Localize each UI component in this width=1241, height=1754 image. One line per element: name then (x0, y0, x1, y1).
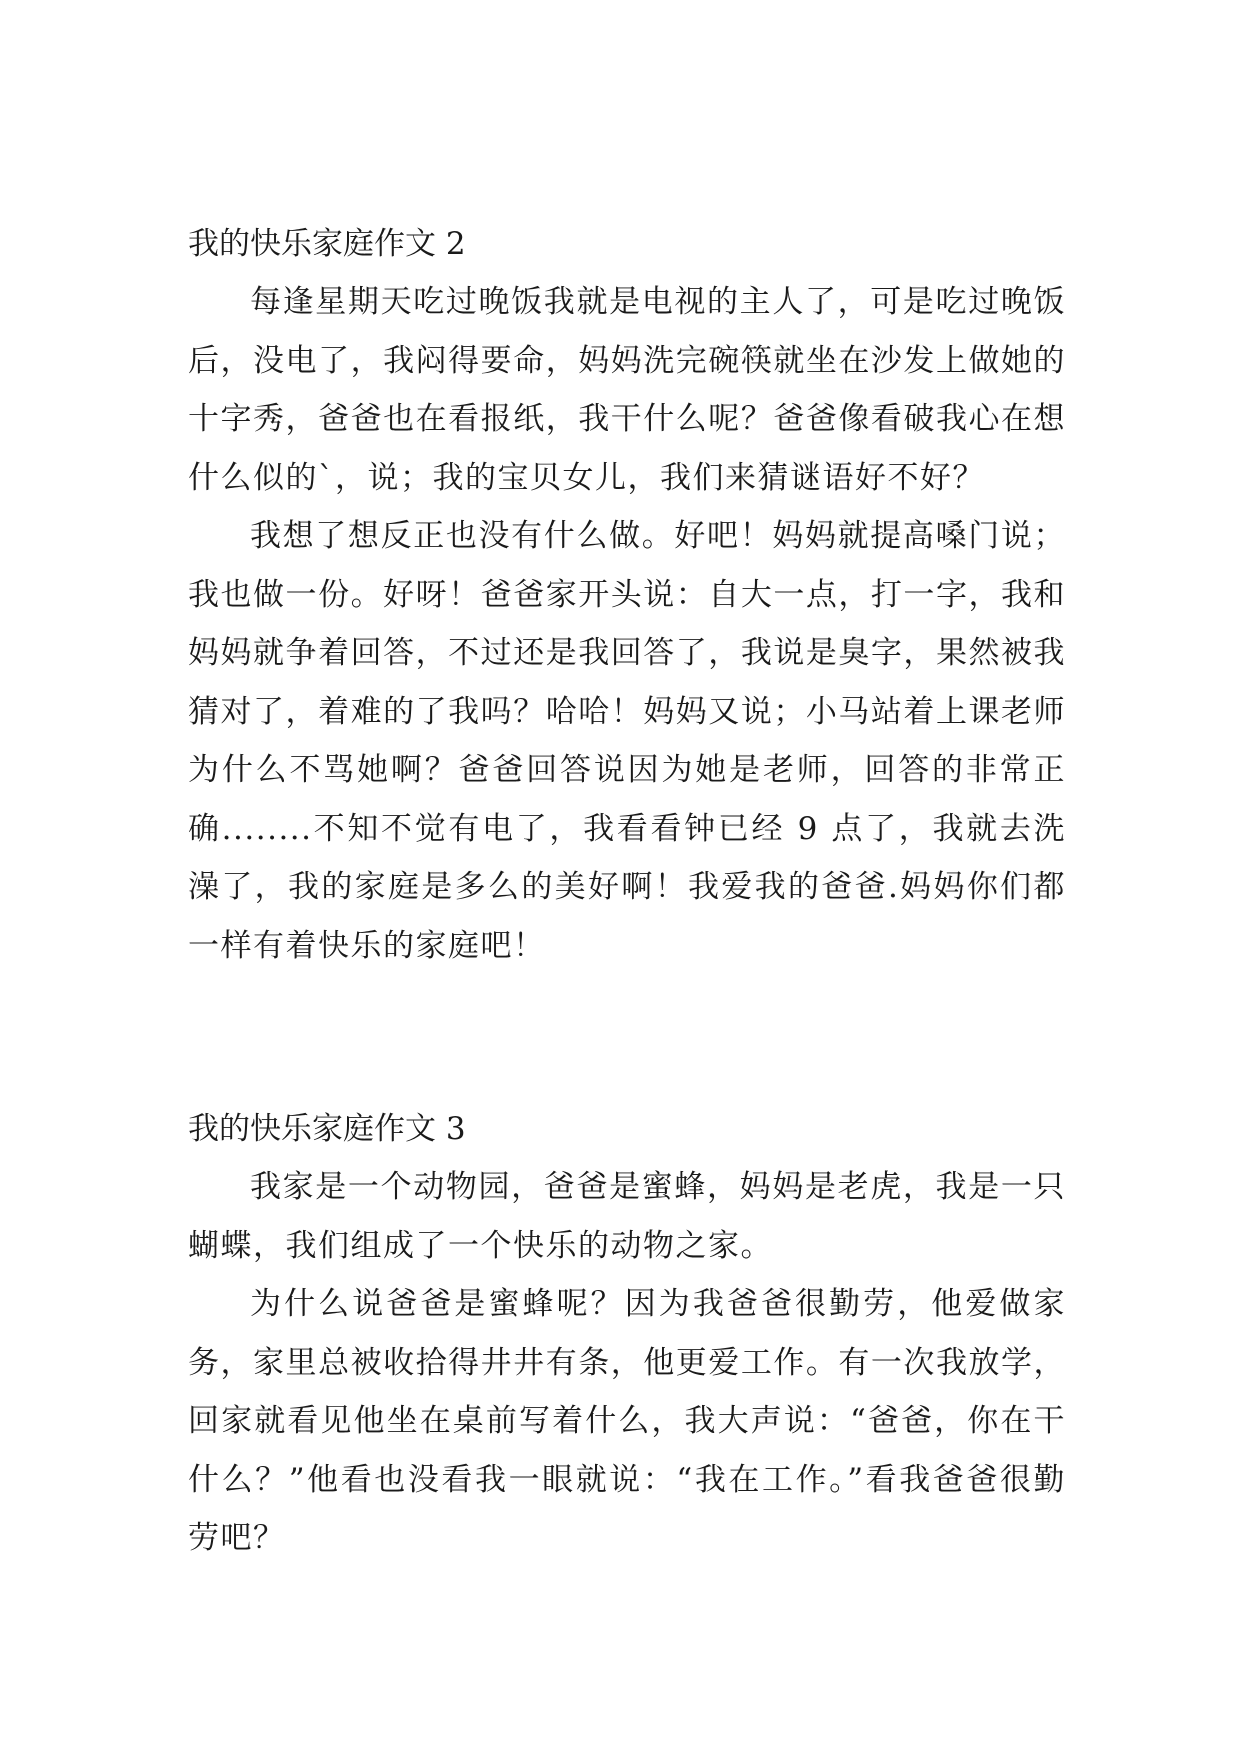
paragraph: 我家是一个动物园，爸爸是蜜蜂，妈妈是老虎，我是一只蝴蝶，我们组成了一个快乐的动物之家。 (188, 1169, 1066, 1264)
paragraph: 为什么说爸爸是蜜蜂呢？因为我爸爸很勤劳，他爱做家务，家里总被收拾得井井有条，他更爱工作。有一次我放学，回家就看见他坐在桌前写着什么，我大声说：“爸爸，你在干什么？”他看也没看我一眼就说：“我在工作。”看我爸爸很勤劳吧？ (188, 1286, 1066, 1556)
section-heading: 我的快乐家庭作文 2 (188, 226, 466, 262)
paragraph: 每逢星期天吃过晚饭我就是电视的主人了，可是吃过晚饭后，没电了，我闷得要命，妈妈洗完碗筷就坐在沙发上做她的十字秀，爸爸也在看报纸，我干什么呢？爸爸像看破我心在想什么似的`，说；我的宝贝女儿，我们来猜谜语好不好？ (188, 284, 1066, 496)
essay-section-2 (188, 215, 1066, 975)
essay-section-3 (188, 1100, 1066, 1568)
section-heading: 我的快乐家庭作文 3 (188, 1111, 466, 1147)
paragraph: 我想了想反正也没有什么做。好吧！妈妈就提高嗓门说；我也做一份。好呀！爸爸家开头说：自大一点，打一字，我和妈妈就争着回答，不过还是我回答了，我说是臭字，果然被我猜对了，着难的了我吗？哈哈！妈妈又说；小马站着上课老师为什么不骂她啊？爸爸回答说因为她是老师，回答的非常正确........不知不觉有电了，我看看钟已经 9 点了，我就去洗澡了，我的家庭是多么的美好啊！我爱我的爸爸.妈妈你们都一样有着快乐的家庭吧！ (188, 518, 1066, 964)
